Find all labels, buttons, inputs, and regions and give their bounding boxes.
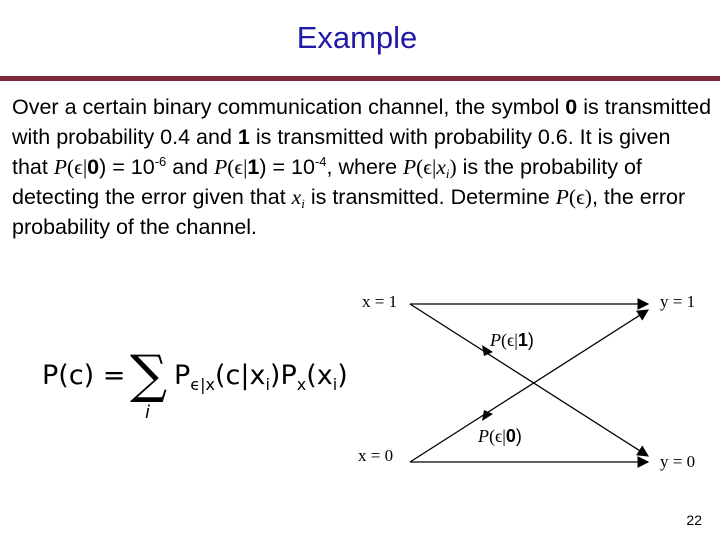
crossover-label-1: P(ϵ|1) — [490, 330, 534, 350]
input-x1: x = 1 — [362, 292, 398, 311]
formula-lhs: P(c) = — [42, 360, 126, 391]
problem-statement: Over a certain binary communication channel, the symbol 0 is transmitted with probability 0.4 and 1 is transmitted with probability 0.6. It is given that $P(\epsilon|0) = 10^{-6}$ and $P(\epsilon|1) = 10^{-4}$, where $P(\epsilon|x_i)$ is the probability of detecting the error given that $x_i$ is transmitted. Determine P(ϵ), the error probability of the channel. — [12, 95, 712, 239]
page-number: 22 — [686, 512, 702, 528]
input-x0: x = 0 — [358, 446, 394, 465]
error-probability-formula — [38, 336, 388, 426]
formula-product: $P_{\epsilon|x}(c|x_i)P_x(x_i)$ — [174, 360, 348, 394]
arrow-mid-0-to-1 — [482, 410, 493, 421]
binary-channel-diagram — [350, 282, 720, 482]
summation-index: i — [145, 402, 151, 423]
slide-title: Example — [296, 20, 418, 55]
output-y1: y = 1 — [660, 292, 696, 311]
title-divider — [0, 76, 720, 81]
output-y0: y = 0 — [660, 452, 696, 471]
arrow-1-to-0 — [410, 304, 648, 456]
crossover-label-0: P(ϵ|0) — [478, 426, 522, 446]
summation-symbol: ∑ — [130, 345, 168, 405]
